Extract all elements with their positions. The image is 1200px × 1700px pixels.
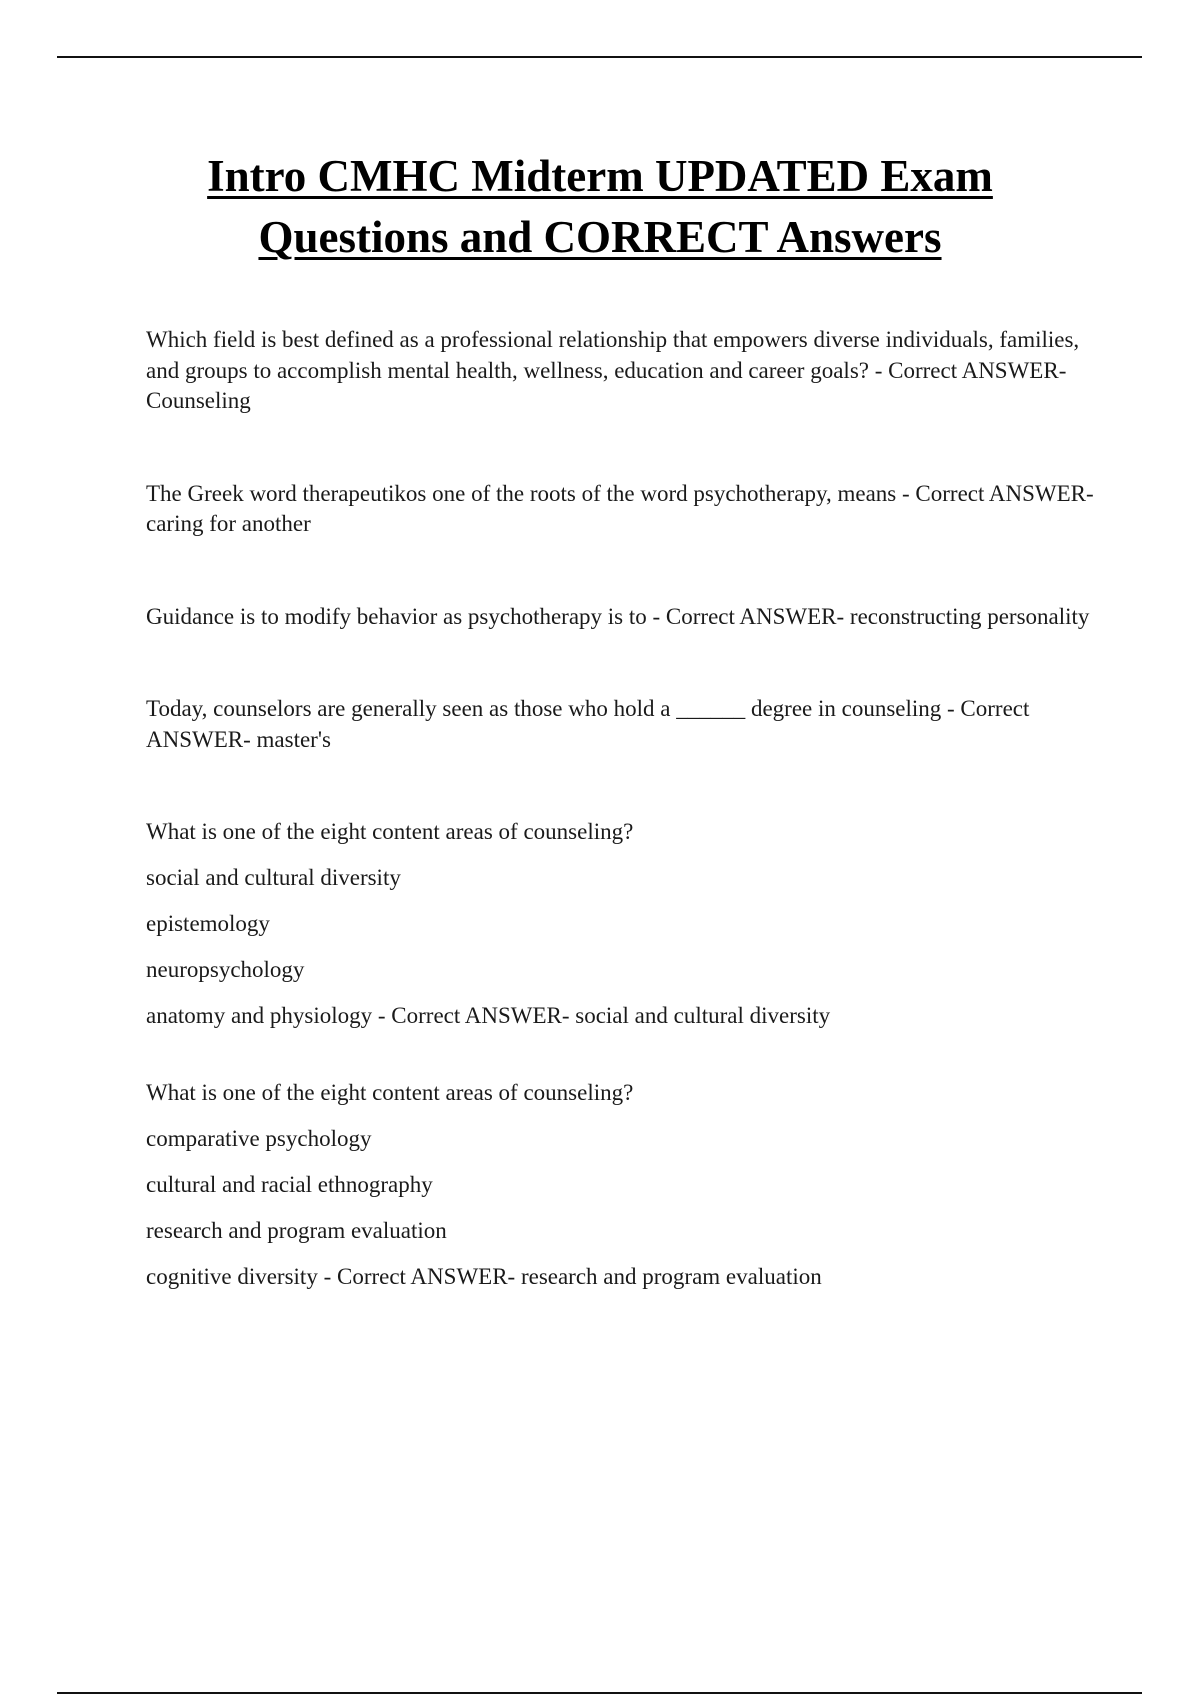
mc-option: cultural and racial ethnography (146, 1172, 433, 1197)
mc-option-with-answer: cognitive diversity - Correct ANSWER- research and program evaluation (146, 1264, 822, 1289)
qa-text: Which field is best defined as a professional relationship that empowers diverse individuals, families, and groups to accomplish mental health, wellness, education and career goals? - Correct ANSWER- Counseling (146, 327, 1080, 413)
mc-question: What is one of the eight content areas of counseling? (146, 819, 634, 844)
qa-item (146, 325, 1106, 417)
qa-text: Guidance is to modify behavior as psychotherapy is to - Correct ANSWER- reconstructing personality (146, 603, 1090, 629)
mc-option-with-answer: anatomy and physiology - Correct ANSWER- social and cultural diversity (146, 1003, 831, 1028)
title-line-2: Questions and CORRECT Answers (258, 212, 942, 262)
top-rule (57, 56, 1142, 58)
title-line-1: Intro CMHC Midterm UPDATED Exam (207, 151, 993, 201)
bottom-rule (57, 1692, 1142, 1694)
qa-text: The Greek word therapeutikos one of the roots of the word psychotherapy, means - Correct ANSWER- caring for another (146, 480, 1094, 536)
document-title (100, 146, 1100, 268)
qa-text: Today, counselors are generally seen as those who hold a ______ degree in counseling - Correct ANSWER- master's (146, 696, 1030, 752)
qa-item (146, 479, 1106, 540)
mc-option: social and cultural diversity (146, 865, 401, 890)
mc-option: comparative psychology (146, 1126, 372, 1151)
mc-option: epistemology (146, 911, 270, 936)
qa-item (146, 602, 1106, 633)
mc-question: What is one of the eight content areas of counseling? (146, 1080, 634, 1105)
mc-item (146, 816, 1106, 1031)
mc-option: research and program evaluation (146, 1218, 447, 1243)
document-body (146, 325, 1106, 1338)
mc-option: neuropsychology (146, 957, 305, 982)
qa-item (146, 694, 1106, 755)
mc-item (146, 1077, 1106, 1292)
